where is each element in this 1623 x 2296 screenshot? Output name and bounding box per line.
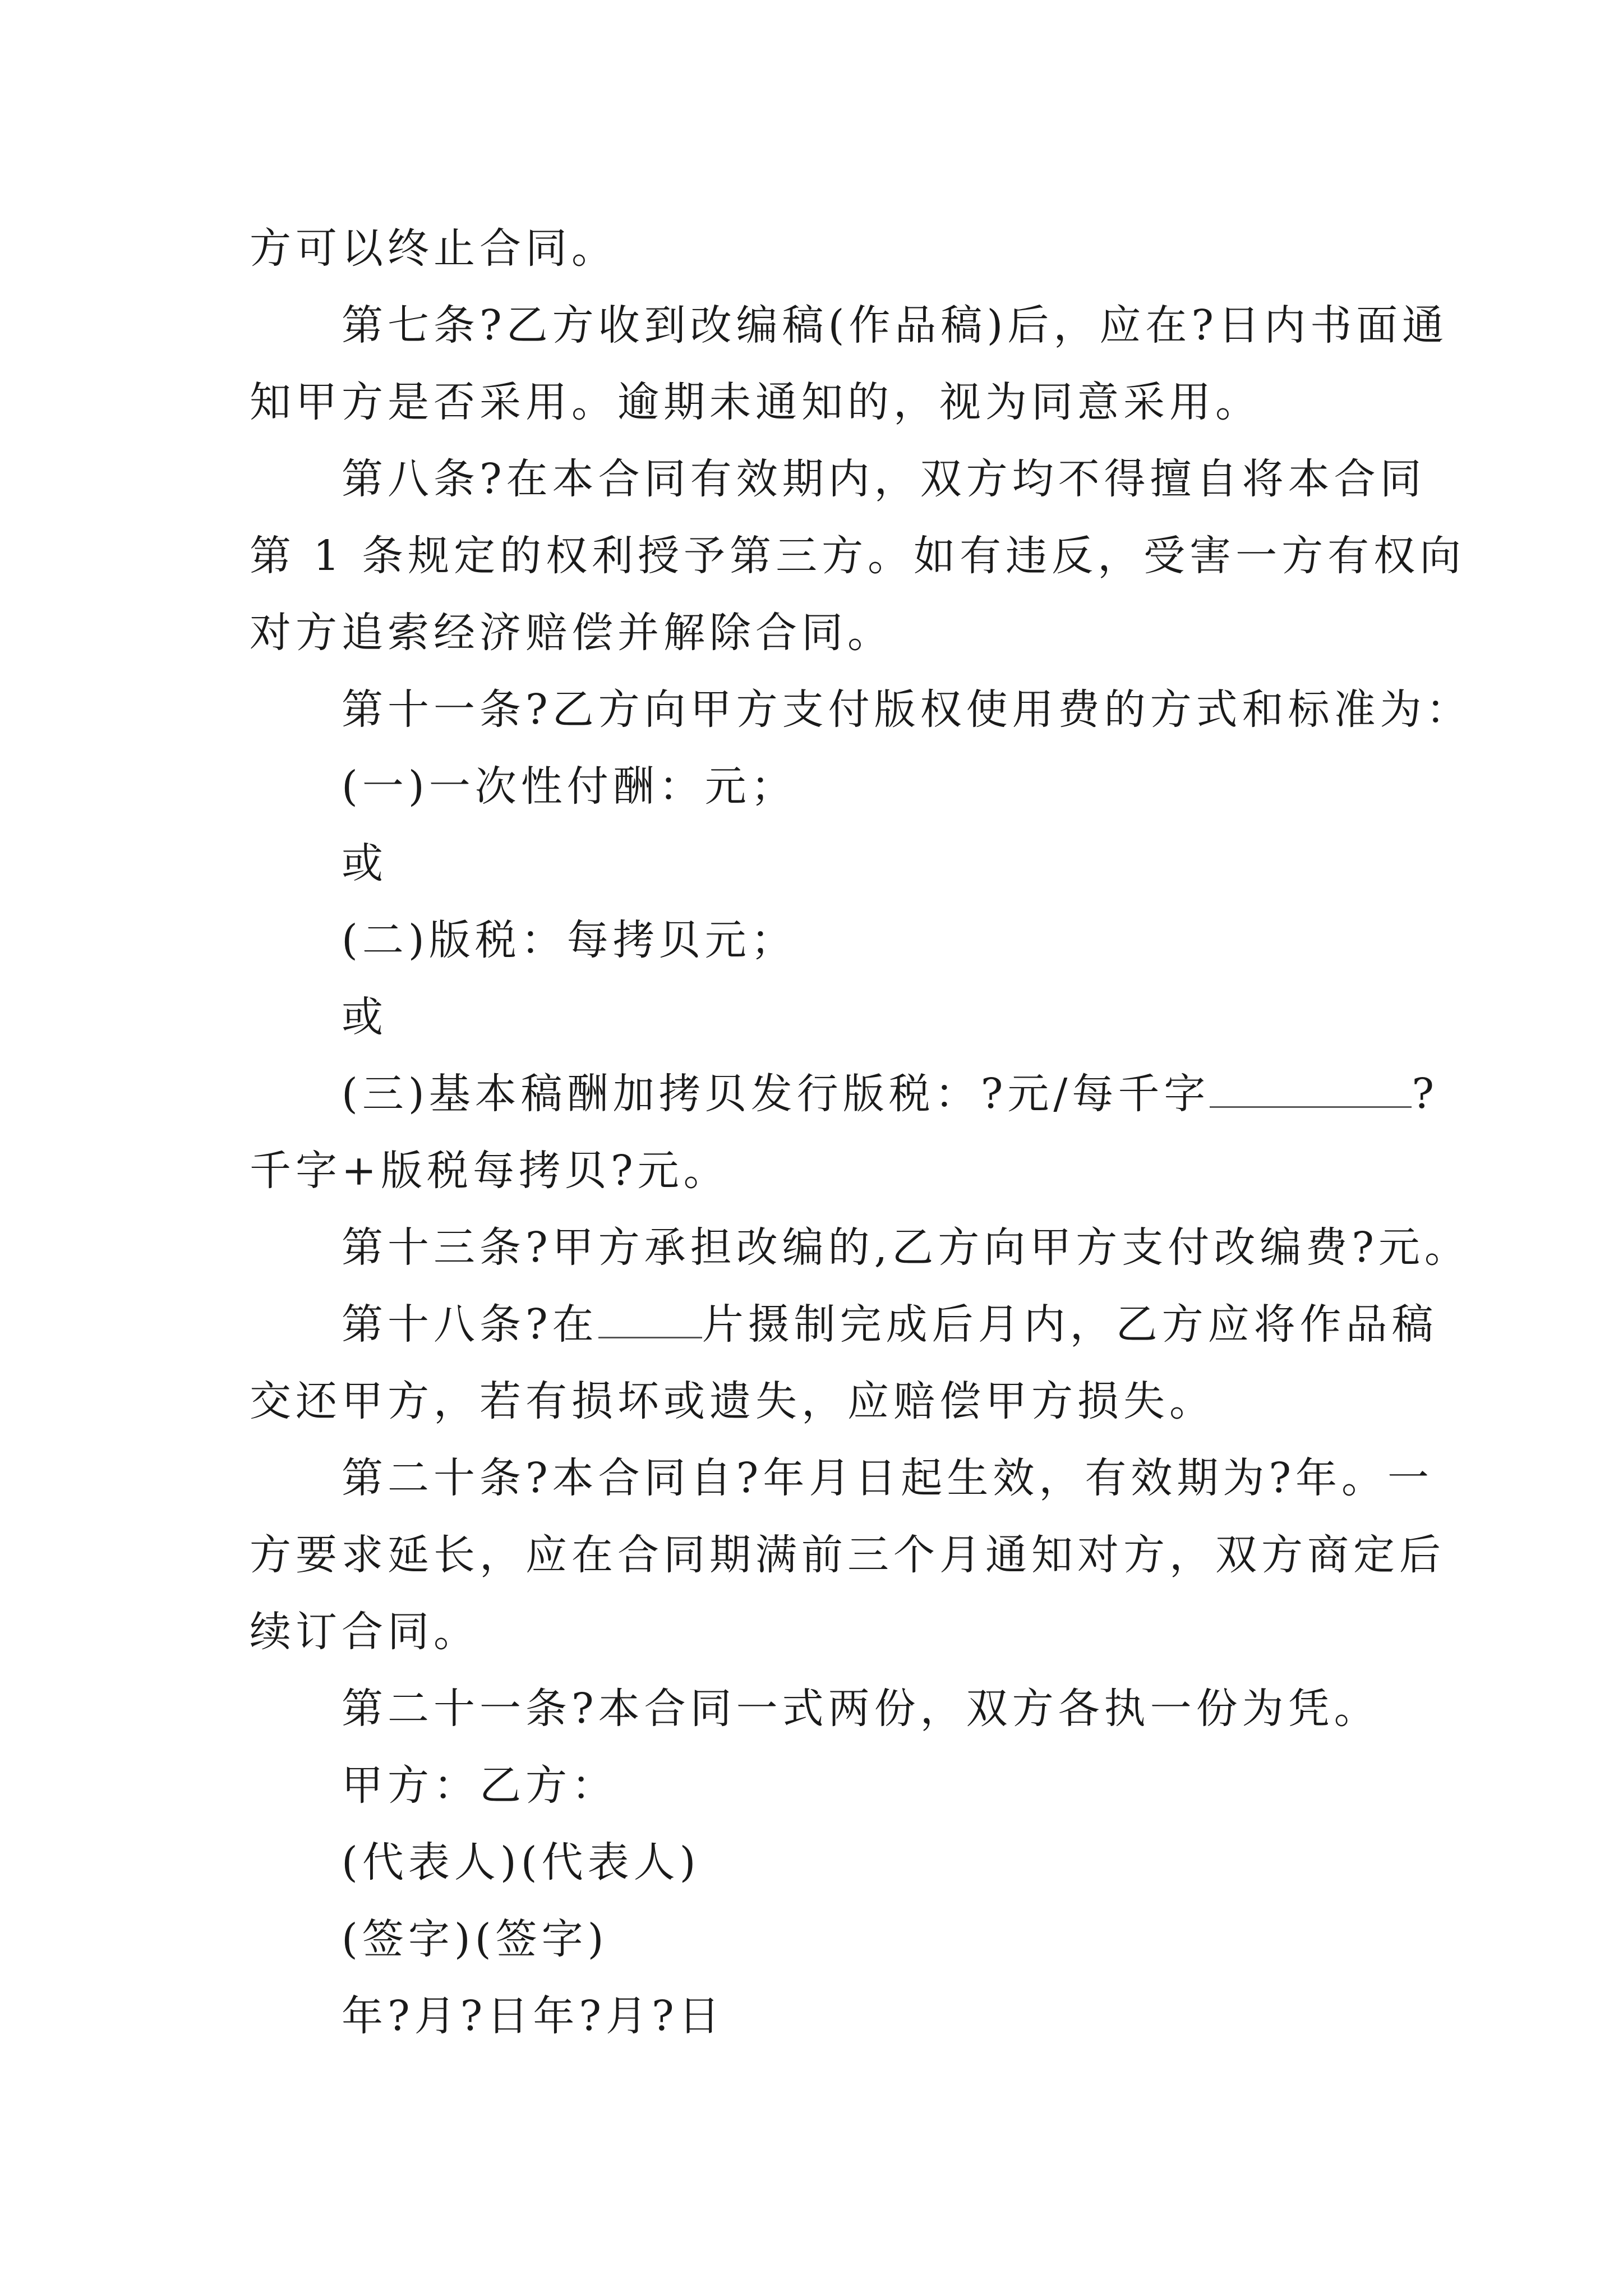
text-line: 或 bbox=[342, 993, 388, 1041]
text-line: (一)一次性付酬：元； bbox=[342, 762, 797, 811]
article-18-start: 第十八条?在 bbox=[342, 1300, 598, 1349]
text-line: 第七条?乙方收到改编稿(作品稿)后，应在?日内书面通 bbox=[342, 301, 1449, 349]
text-line: 对方追索经济赔偿并解除合同。 bbox=[250, 609, 893, 657]
signature-parties: 甲方：乙方： bbox=[342, 1761, 617, 1810]
fill-in-blank bbox=[598, 1303, 702, 1338]
text-line: 第 1 条规定的权利授予第三方。如有违反，受害一方有权向 bbox=[250, 532, 1466, 580]
signature-dates: 年?月?日年?月?日 bbox=[342, 1992, 725, 2040]
royalty-option-qmark: ? bbox=[1412, 1070, 1439, 1118]
text-line: 第二十一条?本合同一式两份，双方各执一份为凭。 bbox=[342, 1685, 1380, 1733]
article-18-line bbox=[250, 1286, 1438, 1363]
text-line: 或 bbox=[342, 839, 388, 887]
royalty-option-text: (三)基本稿酬加拷贝发行版税：?元/每千字 bbox=[342, 1070, 1210, 1118]
article-18-rest: 片摄制完成后月内，乙方应将作品稿 bbox=[702, 1300, 1438, 1349]
fill-in-blank bbox=[1210, 1073, 1412, 1108]
signature-representatives: (代表人)(代表人) bbox=[342, 1838, 700, 1887]
text-line: 方可以终止合同。 bbox=[250, 224, 617, 273]
text-line: 方要求延长，应在合同期满前三个月通知对方，双方商定后 bbox=[250, 1531, 1445, 1579]
text-line: 千字+版税每拷贝?元。 bbox=[250, 1147, 730, 1195]
text-line: 第十三条?甲方承担改编的,乙方向甲方支付改编费?元。 bbox=[342, 1223, 1470, 1272]
contract-text bbox=[250, 210, 1472, 2055]
text-line: 知甲方是否采用。逾期未通知的，视为同意采用。 bbox=[250, 378, 1261, 426]
text-line: 第十一条?乙方向甲方支付版权使用费的方式和标准为： bbox=[342, 685, 1472, 734]
text-line: 交还甲方，若有损坏或遗失，应赔偿甲方损失。 bbox=[250, 1377, 1215, 1425]
text-line: 第八条?在本合同有效期内，双方均不得擅自将本合同 bbox=[342, 455, 1426, 503]
text-line: 第二十条?本合同自?年月日起生效，有效期为?年。一 bbox=[342, 1454, 1434, 1502]
signature-sign: (签字)(签字) bbox=[342, 1915, 608, 1963]
text-line: 续订合同。 bbox=[250, 1608, 479, 1656]
royalty-option-line bbox=[250, 1056, 1439, 1133]
text-line: (二)版税：每拷贝元； bbox=[342, 916, 797, 964]
